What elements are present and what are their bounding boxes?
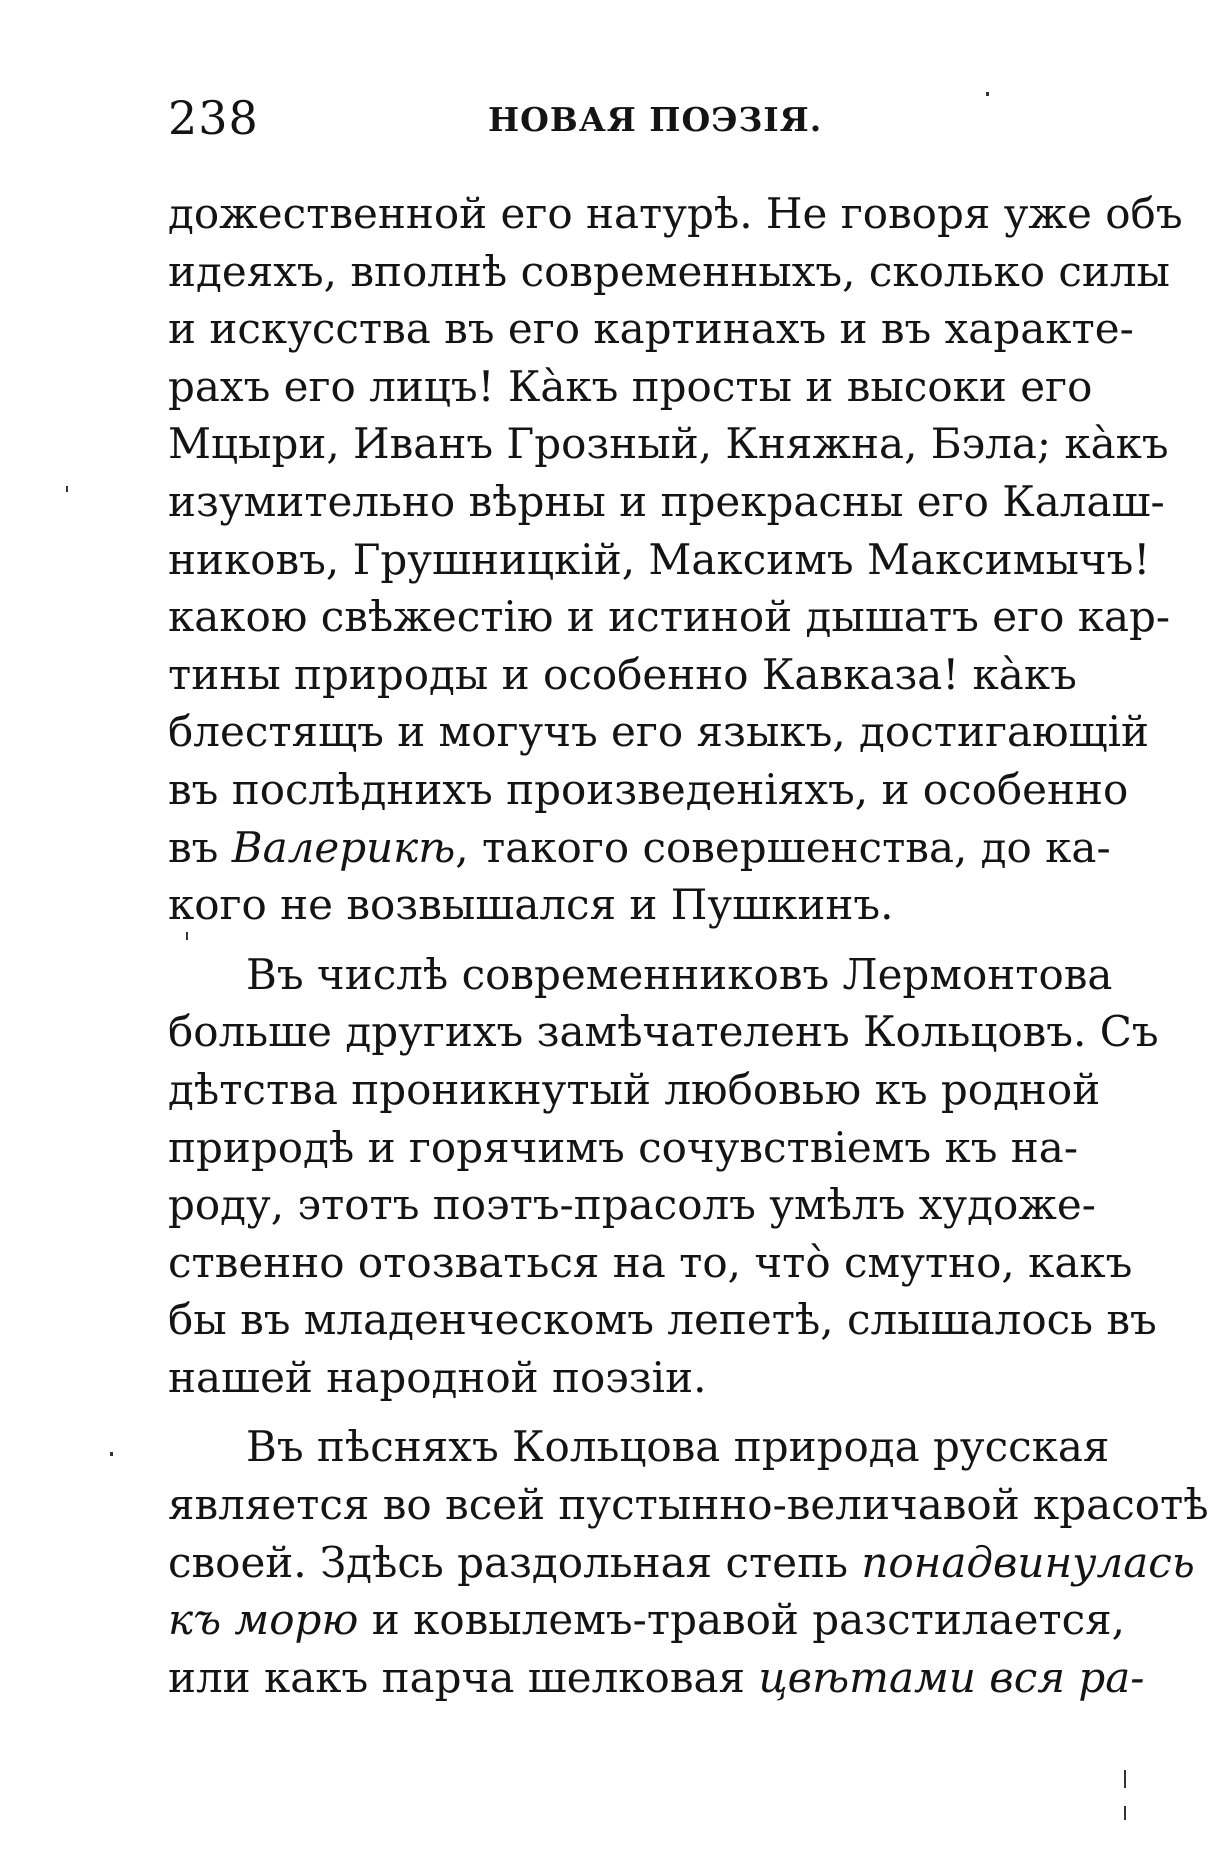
text-line [168, 1176, 1096, 1234]
text-line [168, 185, 1183, 243]
text-run: кого не возвышался и Пушкинъ. [168, 880, 894, 930]
text-line [168, 531, 1151, 589]
text-line [168, 473, 1165, 531]
italic-text: понадвинулась [861, 1537, 1195, 1587]
body-text [168, 185, 1209, 1706]
text-run: въ послѣднихъ произведеніяхъ, и особенно [168, 764, 1129, 814]
text-line [168, 1061, 1101, 1119]
text-run: дожественной его натурѣ. Не говоря уже объ [168, 189, 1183, 238]
text-line [168, 1534, 1195, 1592]
scan-speck [986, 92, 989, 96]
text-run: какою свѣжестію и истиной дышатъ его кар- [168, 592, 1171, 642]
running-head: НОВАЯ ПОЭЗІЯ. [488, 100, 823, 139]
text-run: больше другихъ замѣчателенъ Кольцовъ. Съ [168, 1007, 1159, 1057]
paragraph [168, 185, 1183, 934]
text-run: Въ числѣ современниковъ Лермонтова [246, 949, 1113, 999]
scan-speck [66, 486, 68, 492]
scan-speck [186, 932, 188, 940]
text-line [168, 358, 1093, 416]
text-line [168, 876, 1048, 934]
scan-speck [1124, 1770, 1126, 1788]
italic-text: Валерикѣ [231, 822, 456, 872]
text-line [168, 1234, 1133, 1292]
text-run: нашей народной поэзіи. [168, 1352, 707, 1402]
text-line [168, 646, 1077, 704]
text-run: и ковылемъ-травой разстилается, [358, 1595, 1126, 1645]
paragraph-gap [168, 1406, 1048, 1418]
text-line [168, 588, 1171, 646]
text-run: изумительно вѣрны и прекрасны его Калаш- [168, 476, 1165, 526]
scan-speck [110, 1452, 113, 1456]
text-line [168, 1476, 1209, 1534]
text-run: или какъ парча шелковая [168, 1652, 759, 1702]
text-line [168, 946, 1113, 1004]
text-run: и искусства въ его картинахъ и въ характе- [168, 304, 1134, 354]
text-run: роду, этотъ поэтъ-прасолъ умѣлъ художе- [168, 1180, 1096, 1230]
text-line [168, 1591, 1126, 1649]
text-run: , такого совершенства, до ка- [455, 822, 1111, 872]
text-run: идеяхъ, вполнѣ современныхъ, сколько силы [168, 246, 1170, 296]
text-line [168, 243, 1170, 301]
text-line [168, 415, 1169, 473]
text-run: рахъ его лицъ! Ка̀къ просты и высоки его [168, 361, 1093, 411]
text-line [168, 1418, 1110, 1476]
italic-text: цвѣтами вся ра- [758, 1652, 1145, 1702]
paragraph [168, 1418, 1209, 1706]
italic-text: къ морю [168, 1595, 359, 1645]
text-line [168, 761, 1129, 819]
text-line [168, 1649, 1145, 1707]
paragraph-gap [168, 934, 1048, 946]
text-line [168, 1119, 1079, 1177]
page-header [168, 88, 1048, 148]
text-run: дѣтства проникнутый любовью къ родной [168, 1064, 1101, 1114]
text-run: Мцыри, Иванъ Грозный, Княжна, Бэла; ка̀къ [168, 419, 1169, 469]
text-line [168, 1291, 1157, 1349]
text-line [168, 1349, 1048, 1407]
page-number: 238 [168, 91, 259, 145]
text-run: ственно отозваться на то, что̀ смутно, какъ [168, 1237, 1133, 1287]
text-run: Въ пѣсняхъ Кольцова природа русская [246, 1422, 1110, 1472]
text-line [168, 1003, 1159, 1061]
text-run: является во всей пустынно-величавой красотѣ [168, 1480, 1209, 1530]
text-run: тины природы и особенно Кавказа! ка̀къ [168, 649, 1077, 699]
text-run: природѣ и горячимъ сочувствіемъ къ на- [168, 1122, 1079, 1172]
text-line [168, 703, 1150, 761]
text-line [168, 300, 1134, 358]
text-run: бы въ младенческомъ лепетѣ, слышалось въ [168, 1295, 1157, 1345]
text-run: блестящъ и могучъ его языкъ, достигающій [168, 707, 1150, 757]
scan-speck [1124, 1806, 1126, 1820]
text-run: никовъ, Грушницкій, Максимъ Максимычъ! [168, 534, 1151, 584]
text-run: своей. Здѣсь раздольная степь [168, 1537, 862, 1587]
text-run: въ [168, 822, 232, 872]
text-line [168, 819, 1111, 877]
paragraph [168, 946, 1159, 1407]
